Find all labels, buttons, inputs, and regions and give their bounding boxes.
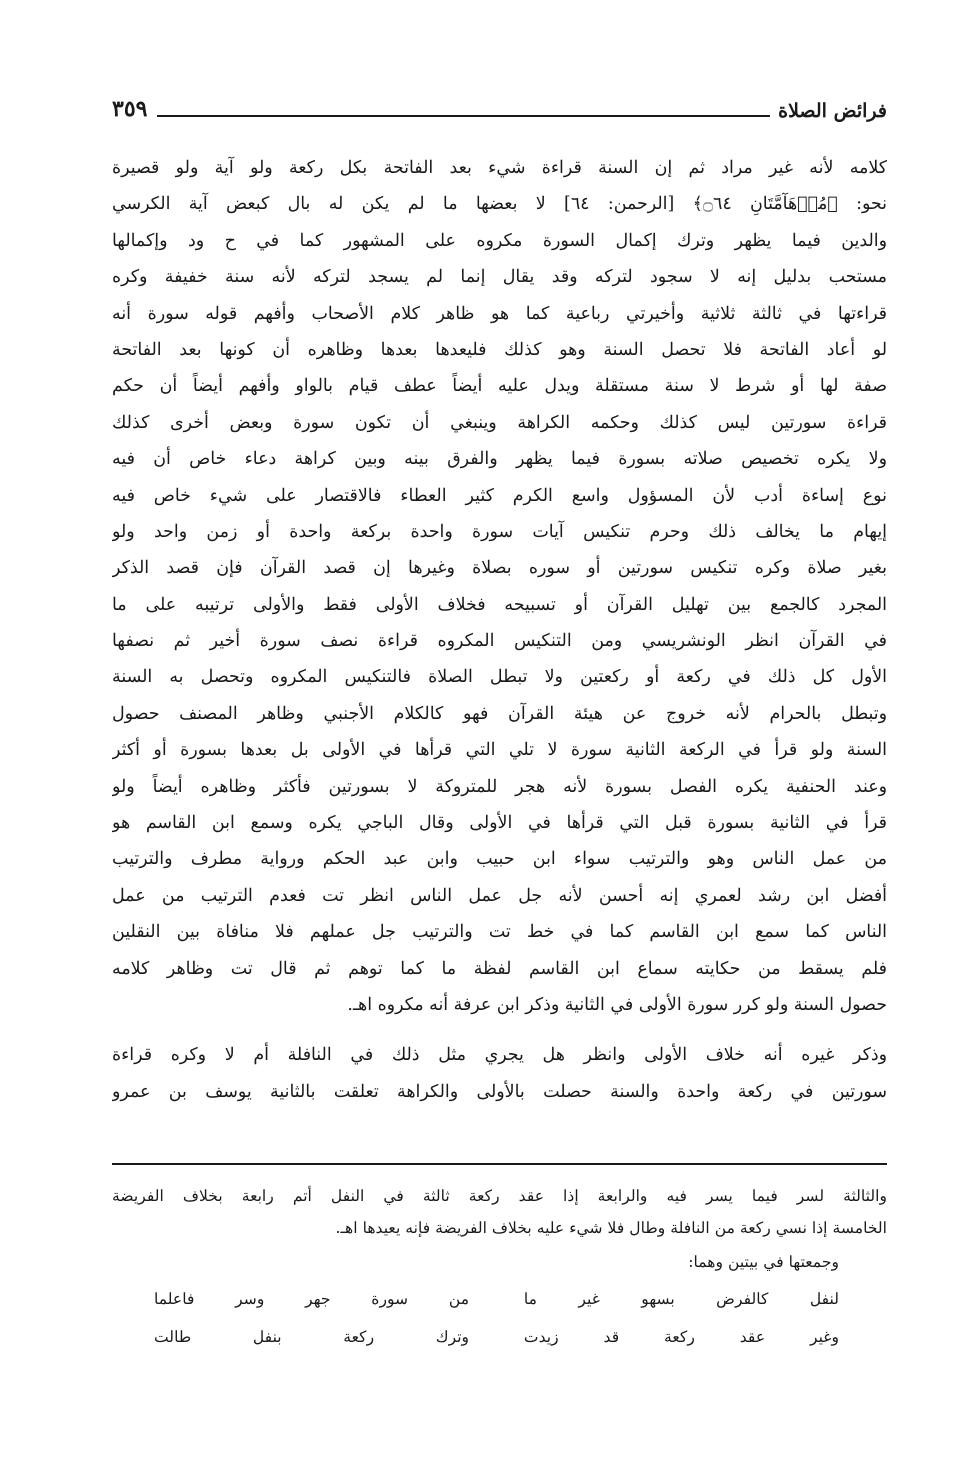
page-header xyxy=(112,92,887,122)
text-line: كلامه لأنه غير مراد ثم إن السنة قراءة شيء بعد الفاتحة بكل ركعة ولو آية ولو قصيرة xyxy=(112,158,887,178)
verse-intro: وجمعتها في بيتين وهما: xyxy=(688,1253,839,1271)
text-line: نحو: ﴿مُدۡهَآمَّتَانِ ۝٦٤﴾ [الرحمن: ٦٤] لا بعضها ما لم يكن له بال كبعض آية الكرسي xyxy=(112,194,887,215)
footnote-section xyxy=(112,1180,887,1356)
text-line: السنة ولو قرأ في الركعة الثانية سورة لا تلي التي قرأها في الأولى بل بعدها بسورة أو أكثر xyxy=(112,740,887,761)
text-line: ولا يكره تخصيص صلاته بسورة فيما يظهر والفرق بينه وبين كراهة دعاء خاص أن فيه xyxy=(112,449,887,470)
text-line: وعند الحنفية يكره الفصل بسورة لأنه هجر للمتروكة لا بسورتين فأكثر وظاهره أيضاً ولو xyxy=(112,776,887,797)
text-line: أفضل ابن رشد لعمري إنه أحسن لأنه جل عمل الناس انظر تت فعدم الترتيب من عمل xyxy=(112,885,887,906)
text-line: وتبطل بالحرام لأنه خروج عن هيئة القرآن فهو كالكلام الأجنبي وظاهر المصنف حصول xyxy=(112,703,887,724)
text-line: والدين فيما يظهر وترك إكمال السورة مكروه على المشهور كما في ح ود وإكمالها xyxy=(112,230,887,251)
text-line: الأول كل ذلك في ركعة أو ركعتين ولا تبطل الصلاة فالتنكيس المكروه وتحصل به السنة xyxy=(112,667,887,688)
verse-second-hemistich: من سورة جهر وسر فاعلما xyxy=(154,1290,470,1308)
main-text xyxy=(112,150,887,1110)
verse-first-hemistich: وغير عقد ركعة قد زيدت xyxy=(523,1328,839,1346)
header-rule xyxy=(157,115,770,117)
page-number: ٣٥٩ xyxy=(112,96,148,122)
text-line: الناس كما سمع ابن القاسم كما في خط تت والترتيب جل عملهم فلا منافاة بين النقلين xyxy=(112,922,887,943)
text-line: حصول السنة ولو كرر سورة الأولى في الثانية وذكر ابن عرفة أنه مكروه اهـ. xyxy=(347,994,887,1015)
text-line: قرأ في الثانية بسورة قبل التي قرأها في الأولى وقال الباجي يكره وسمع ابن القاسم هو xyxy=(112,813,887,834)
text-line: فلم يسقط من حكايته سماع ابن القاسم لفظة ما كما توهم ثم قال تت وظاهر كلامه xyxy=(112,958,887,979)
footnote-separator xyxy=(112,1163,887,1165)
text-line: قراءتها في ثالثة ثلاثية وأخيرتي رباعية كما هو ظاهر كلام الأصحاب وأفهم قوله سورة أنه xyxy=(112,303,887,324)
text-line: إيهام ما يخالف ذلك وحرم تنكيس آيات سورة واحدة بركعة واحدة أو زمن واحد ولو xyxy=(112,521,887,542)
text-line: صفة لها أو شرط لا سنة مستقلة ويدل عليه أيضاً عطف قيام بالواو وأفهم أيضاً أن حكم xyxy=(112,376,887,397)
paragraph-gap xyxy=(112,1023,887,1037)
text-line: مستحب بدليل إنه لا سجود لتركه وقد يقال إنما لم يسجد لتركه لأنه سنة خفيفة وكره xyxy=(112,267,887,288)
verse-first-hemistich: لنفل كالفرض بسهو غير ما xyxy=(523,1290,839,1308)
running-title: فرائض الصلاة xyxy=(778,100,887,122)
verse-line xyxy=(112,1280,887,1318)
text-line: بغير صلاة وكره تنكيس سورتين أو سوره بصلاة وغيرها إن قصد القرآن فإن قصد الذكر xyxy=(112,558,887,579)
text-line: قراءة سورتين ليس كذلك وحكمه الكراهة وينبغي أن تكون سورة وبعض أخرى كذلك xyxy=(112,412,887,433)
text-line: سورتين في ركعة واحدة والسنة حصلت بالأولى والكراهة تعلقت بالثانية يوسف بن عمرو xyxy=(112,1081,887,1102)
footnote-line: والثالثة لسر فيما يسر فيه والرابعة إذا عقد ركعة ثالثة في النفل أتم رابعة بخلاف الفريضة xyxy=(112,1187,887,1205)
verse-second-hemistich: وترك ركعة بنفل طالت xyxy=(154,1328,470,1346)
text-line: في القرآن انظر الونشريسي ومن التنكيس المكروه قراءة نصف سورة أخير ثم نصفها xyxy=(112,631,887,652)
footnote-line: الخامسة إذا نسي ركعة من النافلة وطال فلا شيء عليه بخلاف الفريضة فإنه يعيدها اهـ. xyxy=(335,1219,887,1237)
text-line: لو أعاد الفاتحة فلا تحصل السنة وهو كذلك فليعدها بعدها وظاهره أن كونها بعد الفاتحة xyxy=(112,339,887,360)
text-line: وذكر غيره أنه خلاف الأولى وانظر هل يجري مثل ذلك في النافلة أم لا وكره قراءة xyxy=(112,1045,887,1066)
text-line: نوع إساءة أدب لأن المسؤول واسع الكرم كثير العطاء فالاقتصار على شيء خاص فيه xyxy=(112,485,887,506)
text-line: من عمل الناس وهو والترتيب سواء ابن حبيب وابن عبد الحكم ورواية مطرف والترتيب xyxy=(112,849,887,870)
text-line: المجرد كالجمع بين تهليل القرآن أو تسبيحه فخلاف الأولى فقط والأولى ترتيبه على ما xyxy=(112,594,887,615)
verse-line xyxy=(112,1318,887,1356)
